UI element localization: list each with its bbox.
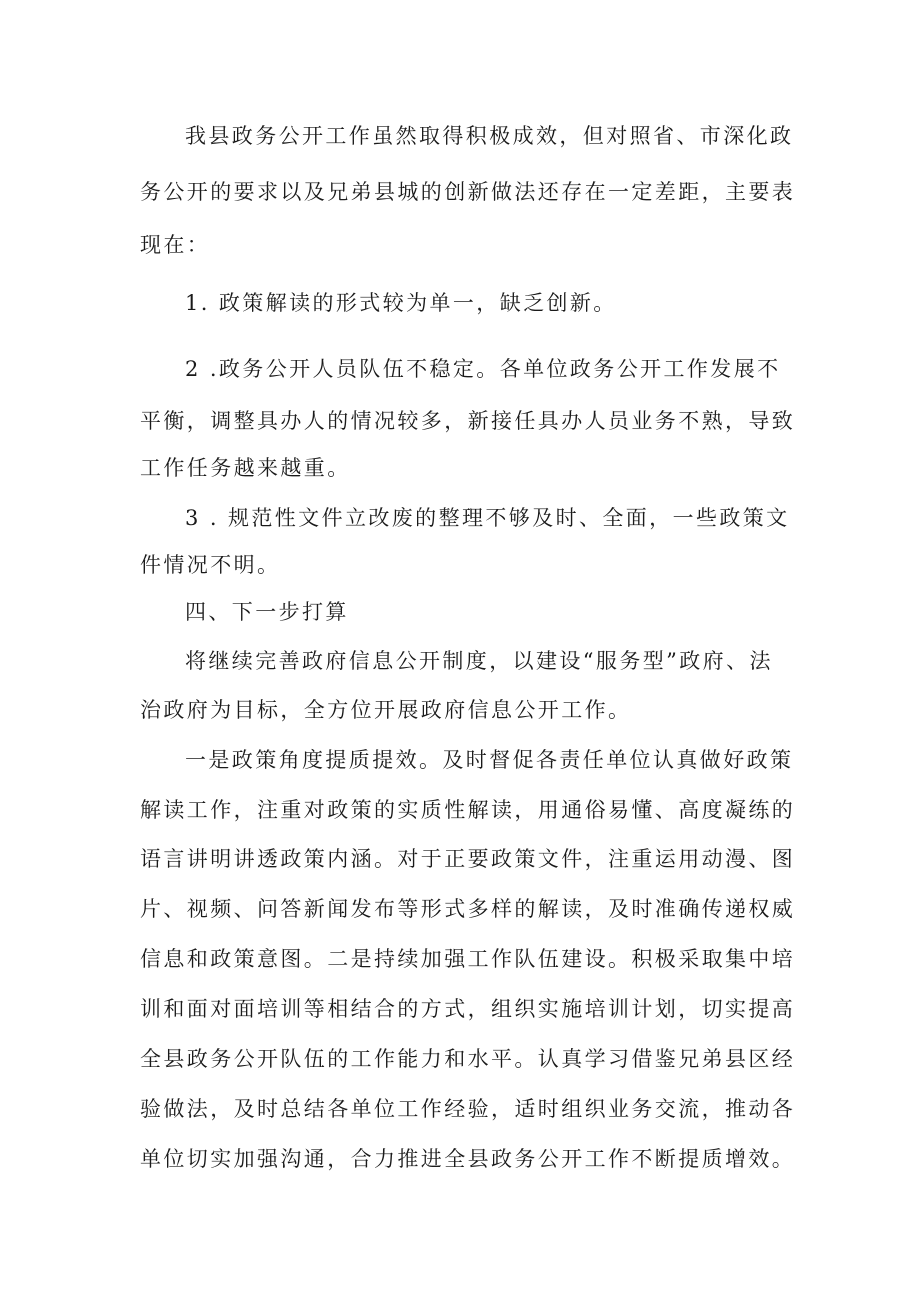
text-line: 验做法，及时总结各单位工作经验，适时组织业务交流，推动各 — [140, 1097, 796, 1121]
text-line: 我县政务公开工作虽然取得积极成效，但对照省、市深化政 — [185, 124, 794, 148]
text-line: 语言讲明讲透政策内涵。对于正要政策文件，注重运用动漫、图 — [140, 847, 796, 871]
text-line: 解读工作，注重对政策的实质性解读，用通俗易懂、高度凝练的 — [140, 798, 796, 822]
text-line: 全县政务公开队伍的工作能力和水平。认真学习借鉴兄弟县区经 — [140, 1047, 796, 1071]
text-line: 平衡，调整具办人的情况较多，新接任具办人员业务不熟，导致 — [140, 409, 796, 433]
section-heading: 四、下一步打算 — [185, 600, 349, 624]
text-line: 片、视频、问答新闻发布等形式多样的解读，及时准确传递权威 — [140, 897, 796, 921]
text-line: 现在： — [140, 233, 211, 257]
list-item-3: 3 . 规范性文件立改废的整理不够及时、全面，一些政策文 — [185, 506, 790, 530]
list-item-1: 1. 政策解读的形式较为单一，缺乏创新。 — [185, 291, 617, 315]
text-line: 治政府为目标，全方位开展政府信息公开工作。 — [140, 698, 632, 722]
text-line: 训和面对面培训等相结合的方式，组织实施培训计划，切实提高 — [140, 997, 796, 1021]
text-line: 将继续完善政府信息公开制度，以建设“服务型”政府、法 — [185, 649, 773, 673]
text-line: 单位切实加强沟通，合力推进全县政务公开工作不断提质增效。 — [140, 1147, 796, 1171]
text-line: 一是政策角度提质提效。及时督促各责任单位认真做好政策 — [185, 748, 794, 772]
text-line: 工作任务越来越重。 — [140, 456, 351, 480]
text-line: 件情况不明。 — [140, 553, 281, 577]
text-line: 信息和政策意图。二是持续加强工作队伍建设。积极采取集中培 — [140, 947, 796, 971]
text-line: 务公开的要求以及兄弟县城的创新做法还存在一定差距，主要表 — [140, 180, 796, 204]
list-item-2: 2 .政务公开人员队伍不稳定。各单位政务公开工作发展不 — [185, 357, 781, 381]
